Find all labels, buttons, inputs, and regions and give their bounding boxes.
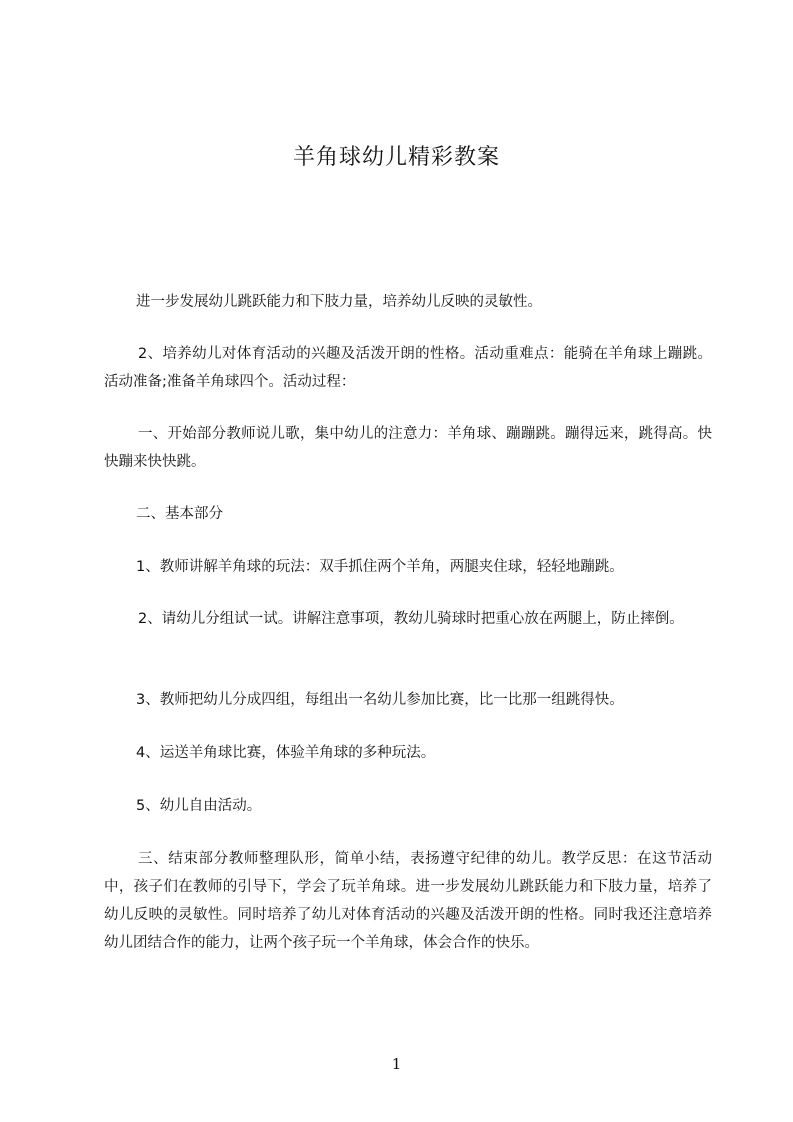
paragraph-step-4: 4、运送羊角球比赛，体验羊角球的多种玩法。 <box>136 745 436 761</box>
paragraph-step-3: 3、教师把幼儿分成四组，每组出一名幼儿参加比赛，比一比那一组跳得快。 <box>136 692 624 708</box>
paragraph-step-5: 5、幼儿自由活动。 <box>136 798 262 814</box>
paragraph-goal-2: 2、培养幼儿对体育活动的兴趣及活泼开朗的性格。活动重难点：能骑在羊角球上蹦跳。活动准备;准备羊角球四个。活动过程： <box>104 346 712 390</box>
paragraph-part-1: 一、开始部分教师说儿歌，集中幼儿的注意力：羊角球、蹦蹦跳。蹦得远来，跳得高。快快蹦来快快跳。 <box>104 426 712 470</box>
page-number: 1 <box>391 1055 402 1073</box>
paragraph-intro: 进一步发展幼儿跳跃能力和下肢力量，培养幼儿反映的灵敏性。 <box>136 294 542 310</box>
page-title: 羊角球幼儿精彩教案 <box>292 145 500 170</box>
paragraph-step-2: 2、请幼儿分组试一试。讲解注意事项，教幼儿骑球时把重心放在两腿上，防止摔倒。 <box>138 611 684 627</box>
paragraph-step-1: 1、教师讲解羊角球的玩法：双手抓住两个羊角，两腿夹住球，轻轻地蹦跳。 <box>136 559 624 575</box>
paragraph-part-2-heading: 二、基本部分 <box>136 506 223 522</box>
paragraph-part-3-reflection: 三、结束部分教师整理队形，简单小结，表扬遵守纪律的幼儿。教学反思：在这节活动中，孩子们在教师的引导下，学会了玩羊角球。进一步发展幼儿跳跃能力和下肢力量，培养了幼儿反映的灵敏性。同时培养了幼儿对体育活动的兴趣及活泼开朗的性格。同时我还注意培养幼儿团结合作的能力，让两个孩子玩一个羊角球，体会合作的快乐。 <box>104 851 712 951</box>
